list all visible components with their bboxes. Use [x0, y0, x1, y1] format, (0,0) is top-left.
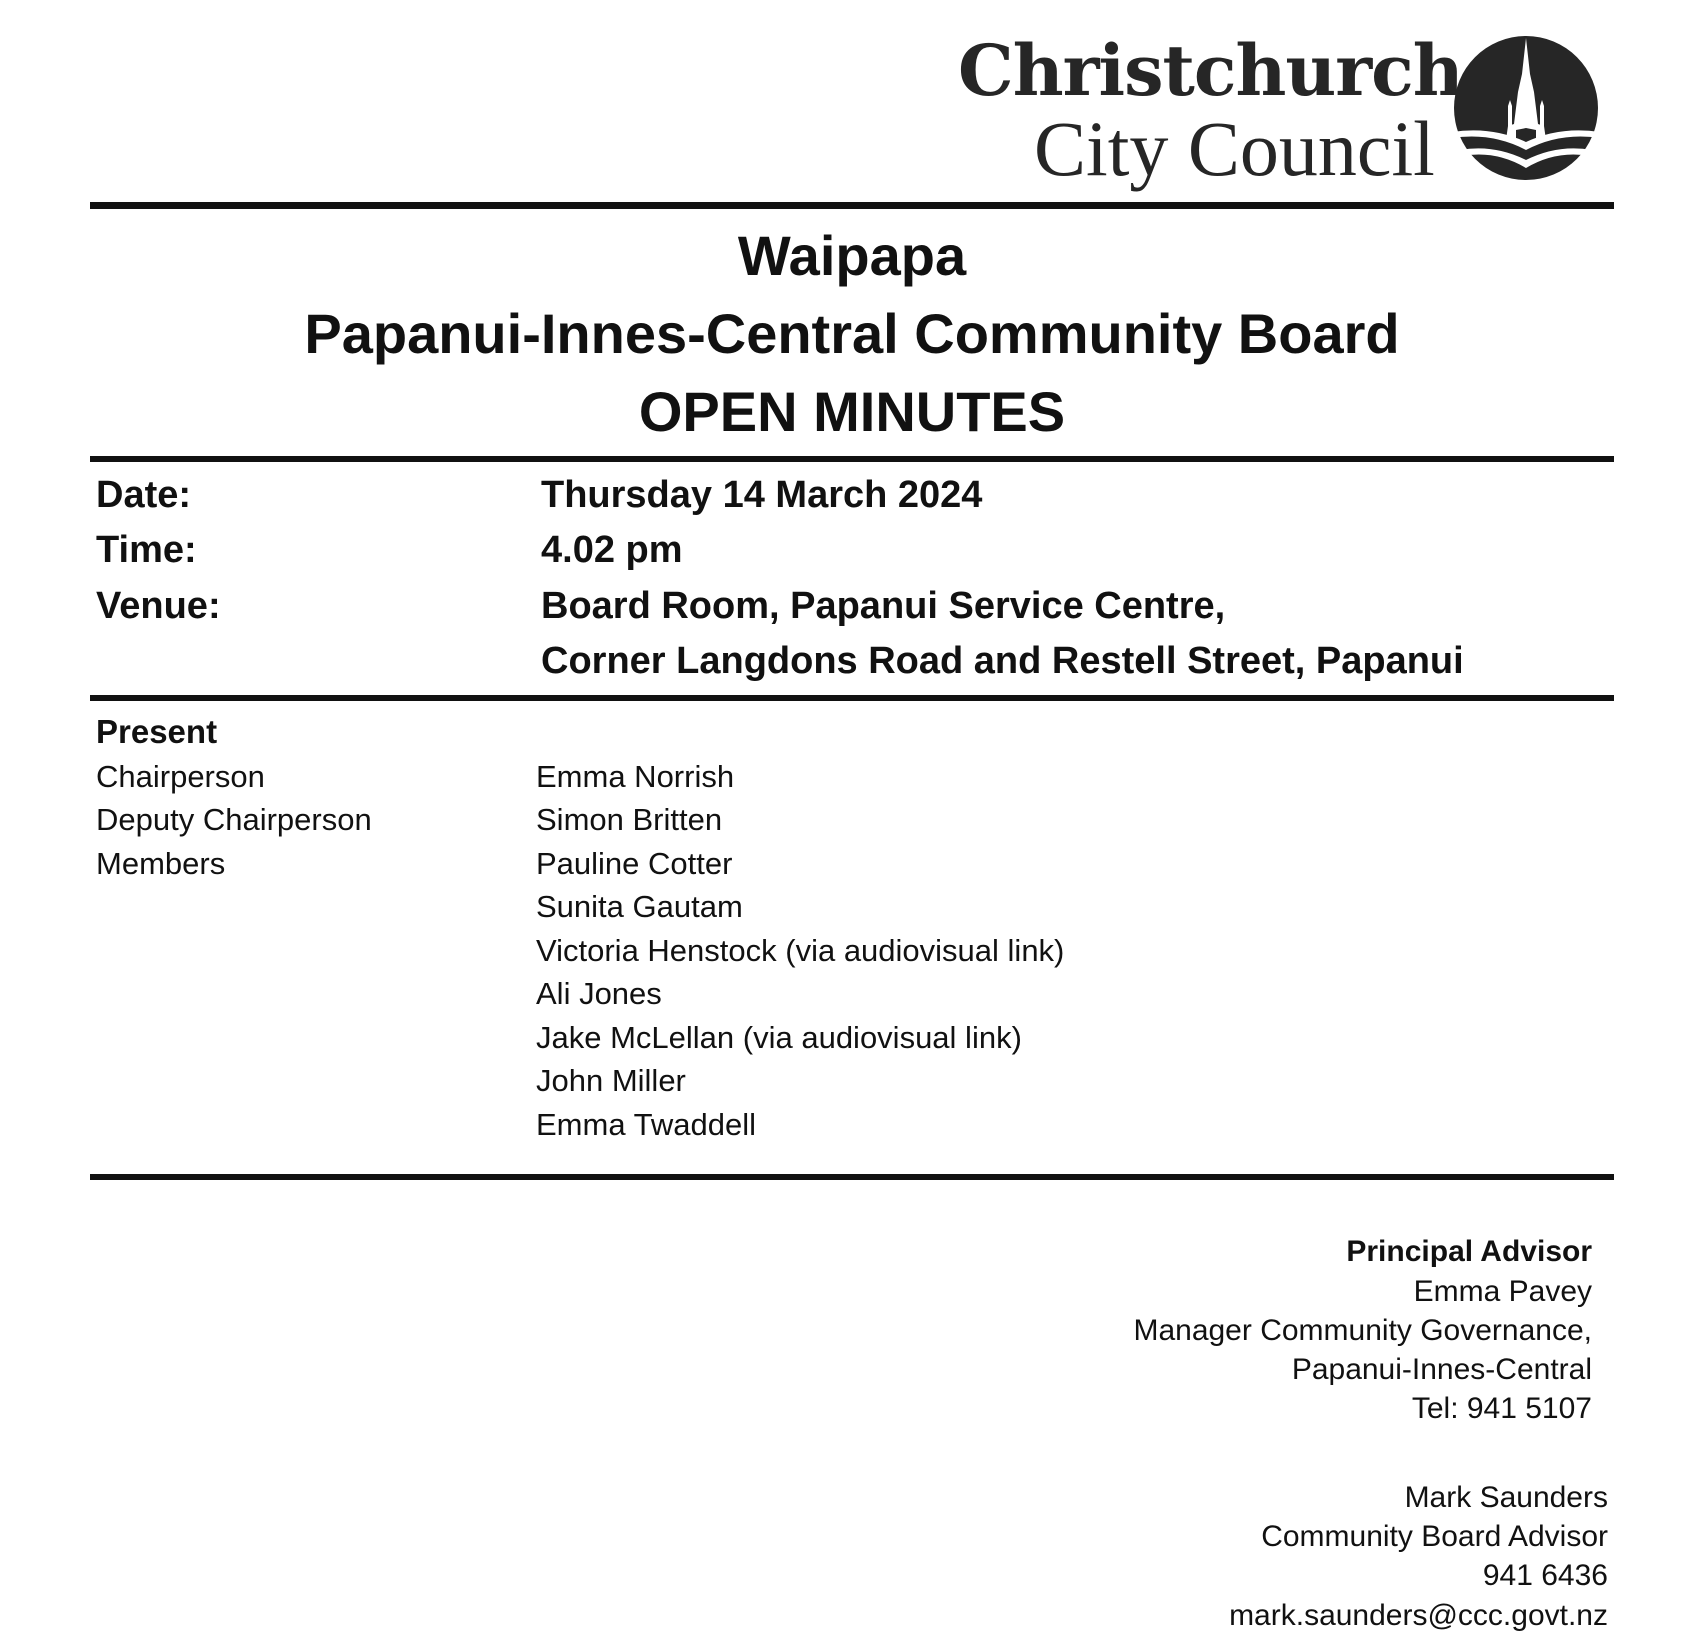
time-label: Time: — [96, 529, 197, 571]
venue-label: Venue: — [96, 585, 221, 627]
document-type: OPEN MINUTES — [638, 380, 1066, 443]
member-name: Ali Jones — [536, 976, 662, 1011]
member-name: Jake McLellan (via audiovisual link) — [536, 1020, 1022, 1055]
role-members: Members — [96, 846, 226, 881]
date-label: Date: — [96, 474, 192, 516]
member-name: Emma Twaddell — [536, 1107, 756, 1142]
board-advisor-title: Community Board Advisor — [1261, 1520, 1608, 1553]
board-advisor-name: Mark Saunders — [1404, 1481, 1608, 1514]
time-value: 4.02 pm — [541, 529, 683, 571]
cathedral-emblem-icon — [1452, 34, 1600, 182]
heading-rule — [90, 456, 1614, 462]
principal-advisor-phone: Tel: 941 5107 — [1411, 1392, 1592, 1425]
present-heading: Present — [96, 713, 218, 750]
member-name: Sunita Gautam — [536, 889, 743, 924]
details-rule — [90, 695, 1614, 701]
present-rule — [90, 1174, 1614, 1180]
board-advisor-email[interactable]: mark.saunders@ccc.govt.nz — [1229, 1599, 1608, 1632]
header-rule — [90, 202, 1614, 209]
principal-advisor-title-line2: Papanui-Innes-Central — [1291, 1353, 1592, 1386]
member-name: John Miller — [536, 1063, 686, 1098]
role-deputy-chairperson: Deputy Chairperson — [96, 802, 372, 837]
member-name: Victoria Henstock (via audiovisual link) — [536, 933, 1065, 968]
date-value: Thursday 14 March 2024 — [541, 474, 983, 516]
logo-wordmark-line2: City Council — [1034, 105, 1435, 192]
board-advisor-phone: 941 6436 — [1482, 1559, 1608, 1592]
member-name: Emma Norrish — [536, 759, 735, 794]
principal-advisor-title-line1: Manager Community Governance, — [1133, 1314, 1592, 1347]
principal-advisor-heading: Principal Advisor — [1346, 1235, 1592, 1268]
venue-line2: Corner Langdons Road and Restell Street, Papanui — [541, 640, 1464, 682]
principal-advisor-name: Emma Pavey — [1413, 1275, 1592, 1308]
logo-wordmark-line1: Christchurch — [958, 29, 1463, 112]
member-name: Simon Britten — [536, 802, 723, 837]
role-chairperson: Chairperson — [96, 759, 265, 794]
venue-line1: Board Room, Papanui Service Centre, — [541, 585, 1226, 627]
board-name-maori: Waipapa — [737, 224, 967, 287]
board-name: Papanui-Innes-Central Community Board — [304, 302, 1400, 365]
member-name: Pauline Cotter — [536, 846, 733, 881]
